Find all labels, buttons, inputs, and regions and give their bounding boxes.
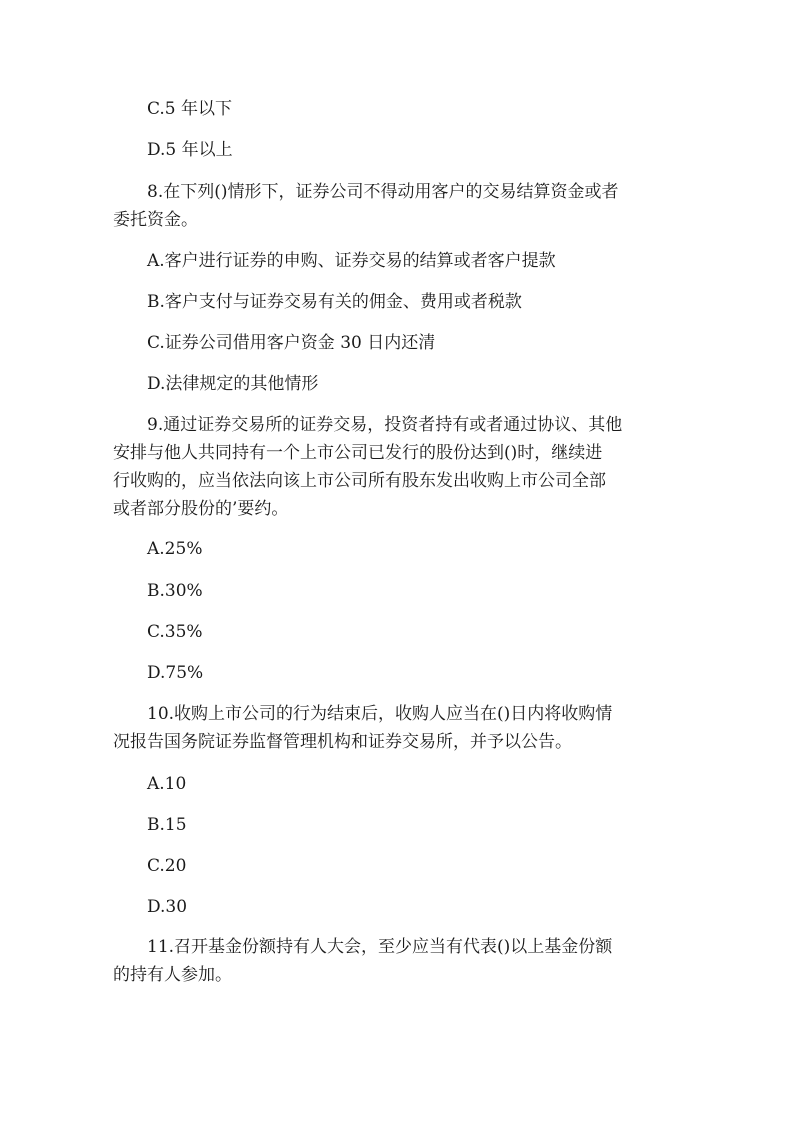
q10-option-a: A.10	[147, 774, 187, 794]
q7-option-c: C.5 年以下	[147, 99, 233, 119]
q10-stem-line-2: 况报告国务院证券监督管理机构和证券交易所，并予以公告。	[113, 732, 572, 752]
q9-option-d: D.75%	[147, 663, 204, 683]
q9-stem-line-2: 安排与他人共同持有一个上市公司已发行的股份达到()时，继续进	[113, 443, 603, 463]
q9-stem-line-1: 9.通过证券交易所的证券交易，投资者持有或者通过协议、其他	[147, 415, 623, 435]
q10-option-c: C.20	[147, 856, 187, 876]
q11-stem-line-1: 11.召开基金份额持有人大会，至少应当有代表()以上基金份额	[147, 937, 613, 957]
q9-stem-line-4: 或者部分股份的’要约。	[113, 499, 289, 519]
q7-option-d: D.5 年以上	[147, 140, 233, 160]
q8-option-a: A.客户进行证券的申购、证券交易的结算或者客户提款	[147, 251, 556, 271]
q10-option-d: D.30	[147, 897, 188, 917]
q9-option-b: B.30%	[147, 581, 203, 601]
q9-option-a: A.25%	[147, 539, 203, 559]
q8-stem-line-2: 委托资金。	[113, 210, 198, 230]
q8-option-d: D.法律规定的其他情形	[147, 374, 319, 394]
q9-stem-line-3: 行收购的，应当依法向该上市公司所有股东发出收购上市公司全部	[113, 471, 606, 491]
q8-stem-line-1: 8.在下列()情形下，证券公司不得动用客户的交易结算资金或者	[147, 182, 619, 202]
q8-option-c: C.证券公司借用客户资金 30 日内还清	[147, 333, 436, 353]
q10-option-b: B.15	[147, 815, 187, 835]
q10-stem-line-1: 10.收购上市公司的行为结束后，收购人应当在()日内将收购情	[147, 704, 613, 724]
q9-option-c: C.35%	[147, 622, 203, 642]
q11-stem-line-2: 的持有人参加。	[113, 965, 232, 985]
q8-option-b: B.客户支付与证券交易有关的佣金、费用或者税款	[147, 292, 522, 312]
